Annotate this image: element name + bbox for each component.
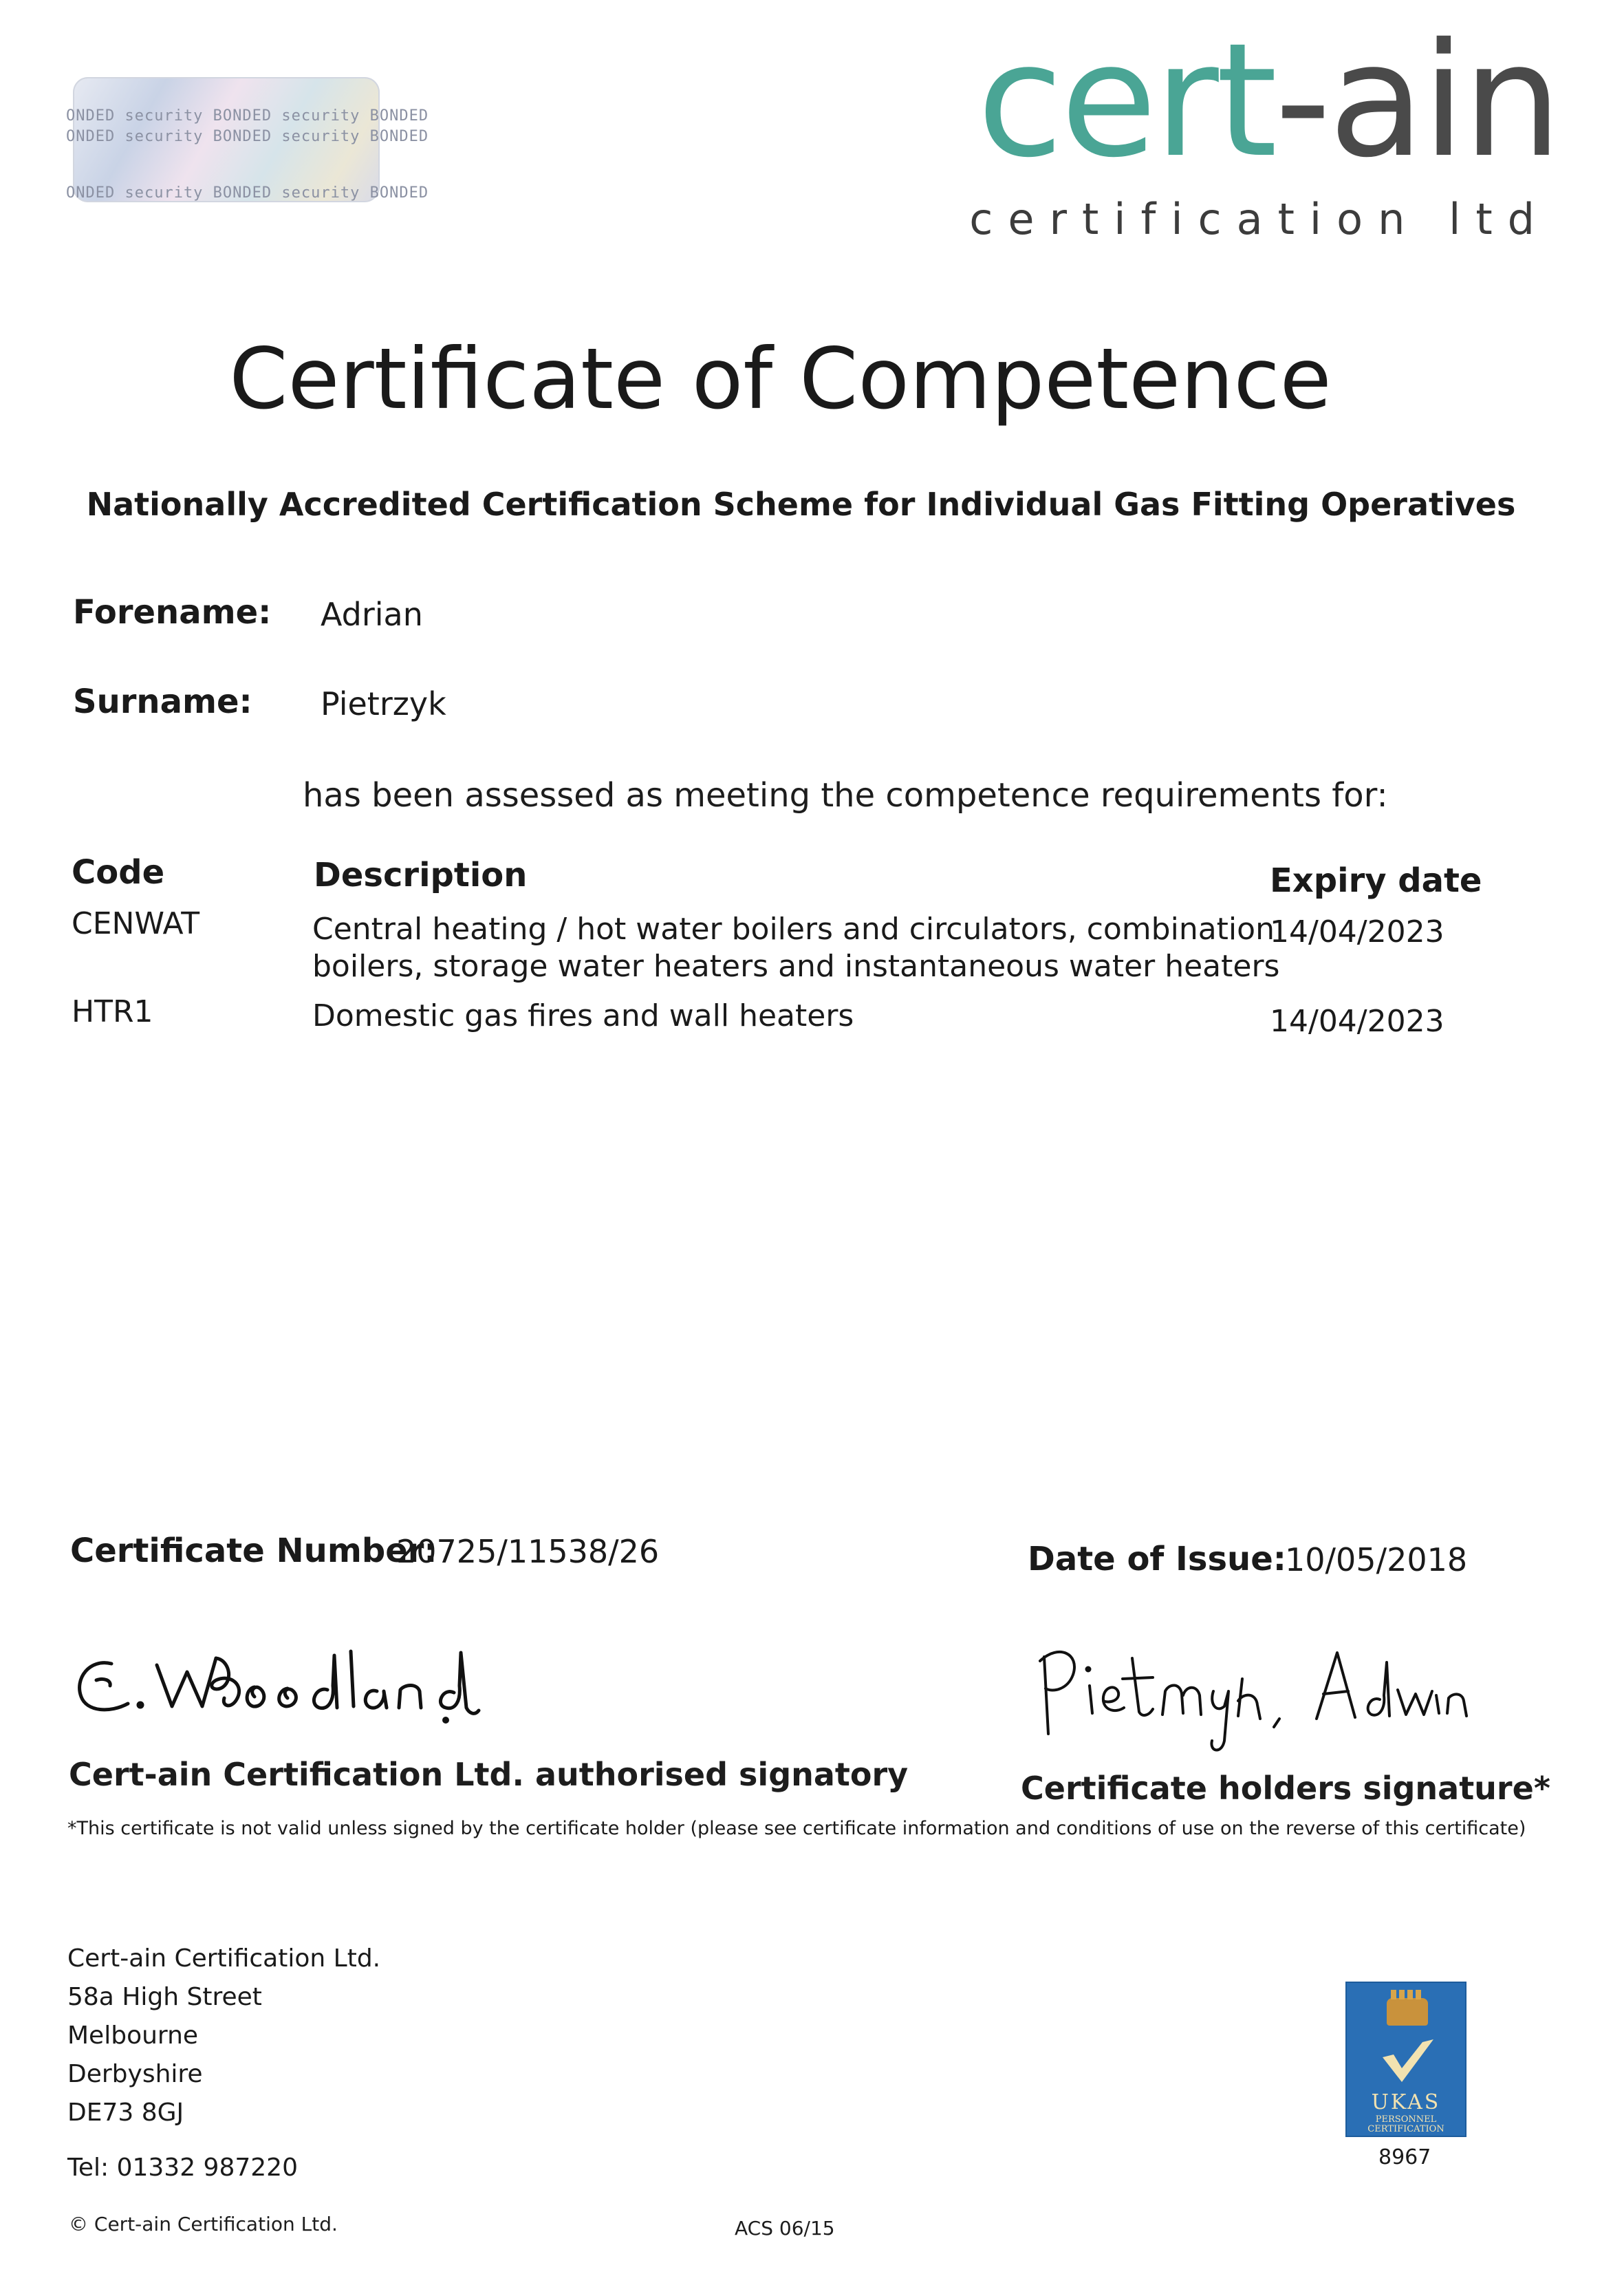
holder-signature-caption: Certificate holders signature* [1021, 1770, 1550, 1807]
logo-subtitle: certification ltd [969, 194, 1550, 244]
issue-date-value: 10/05/2018 [1285, 1541, 1468, 1578]
address-line: DE73 8GJ [67, 2099, 184, 2127]
authorised-signatory-signature [69, 1638, 481, 1734]
tick-icon [1378, 2037, 1436, 2085]
validity-disclaimer: *This certificate is not valid unless signed by the certificate holder (please see certificate information and conditions of use on the reverse of this certificate) [67, 1818, 1526, 1839]
assessed-statement: has been assessed as meeting the competence requirements for: [303, 776, 1388, 815]
address-line: Cert-ain Certification Ltd. [67, 1944, 381, 1973]
ukas-sub-line: CERTIFICATION [1367, 2124, 1444, 2134]
column-header-code: Code [72, 853, 165, 892]
row-description-line: Domestic gas fires and wall heaters [312, 998, 854, 1033]
forename-value: Adrian [321, 596, 423, 633]
ukas-label: UKAS [1371, 2090, 1441, 2114]
row-description-line: boilers, storage water heaters and instantaneous water heaters [312, 949, 1280, 984]
address-line: Melbourne [67, 2021, 199, 2050]
logo-cert-text: cert [977, 9, 1275, 192]
ukas-sub-line: PERSONNEL [1375, 2114, 1437, 2125]
column-header-expiry: Expiry date [1270, 861, 1482, 900]
certificate-subtitle: Nationally Accredited Certification Scheme for Individual Gas Fitting Operatives [86, 486, 1516, 523]
ukas-accreditation-mark [1345, 1982, 1466, 2137]
hologram-text-row: ONDED security BONDED security BONDED [66, 107, 429, 125]
row-description-line: Central heating / hot water boilers and circulators, combination [312, 912, 1275, 947]
surname-value: Pietrzyk [321, 685, 446, 722]
column-header-description: Description [314, 856, 528, 894]
row-expiry: 14/04/2023 [1270, 914, 1444, 949]
crown-icon [1387, 1998, 1428, 2026]
certificate-number-value: 20725/11538/26 [396, 1533, 660, 1570]
row-code: HTR1 [72, 994, 153, 1029]
form-code: ACS 06/15 [735, 2217, 835, 2240]
address-line: Derbyshire [67, 2060, 203, 2088]
ukas-sublabel [1347, 2115, 1465, 2134]
surname-label: Surname: [73, 683, 252, 721]
row-code: CENWAT [72, 906, 200, 941]
certificate-holder-signature [1032, 1638, 1472, 1761]
security-hologram [66, 77, 429, 202]
certificate-number-label: Certificate Number: [70, 1532, 437, 1570]
telephone: Tel: 01332 987220 [67, 2154, 298, 2182]
hologram-text-row: ONDED security BONDED security BONDED [66, 184, 429, 202]
forename-label: Forename: [73, 593, 272, 632]
issue-date-label: Date of Issue: [1028, 1540, 1286, 1578]
row-expiry: 14/04/2023 [1270, 1004, 1444, 1039]
copyright-notice: © Cert-ain Certification Ltd. [69, 2213, 338, 2235]
certificate-title: Certificate of Competence [229, 330, 1332, 428]
address-line: 58a High Street [67, 1983, 262, 2011]
authorised-signatory-caption: Cert-ain Certification Ltd. authorised signatory [69, 1756, 909, 1793]
ukas-number: 8967 [1378, 2145, 1431, 2169]
company-logo [977, 9, 1559, 192]
logo-ain-text: -ain [1275, 9, 1559, 192]
hologram-text-row: ONDED security BONDED security BONDED [66, 128, 429, 145]
